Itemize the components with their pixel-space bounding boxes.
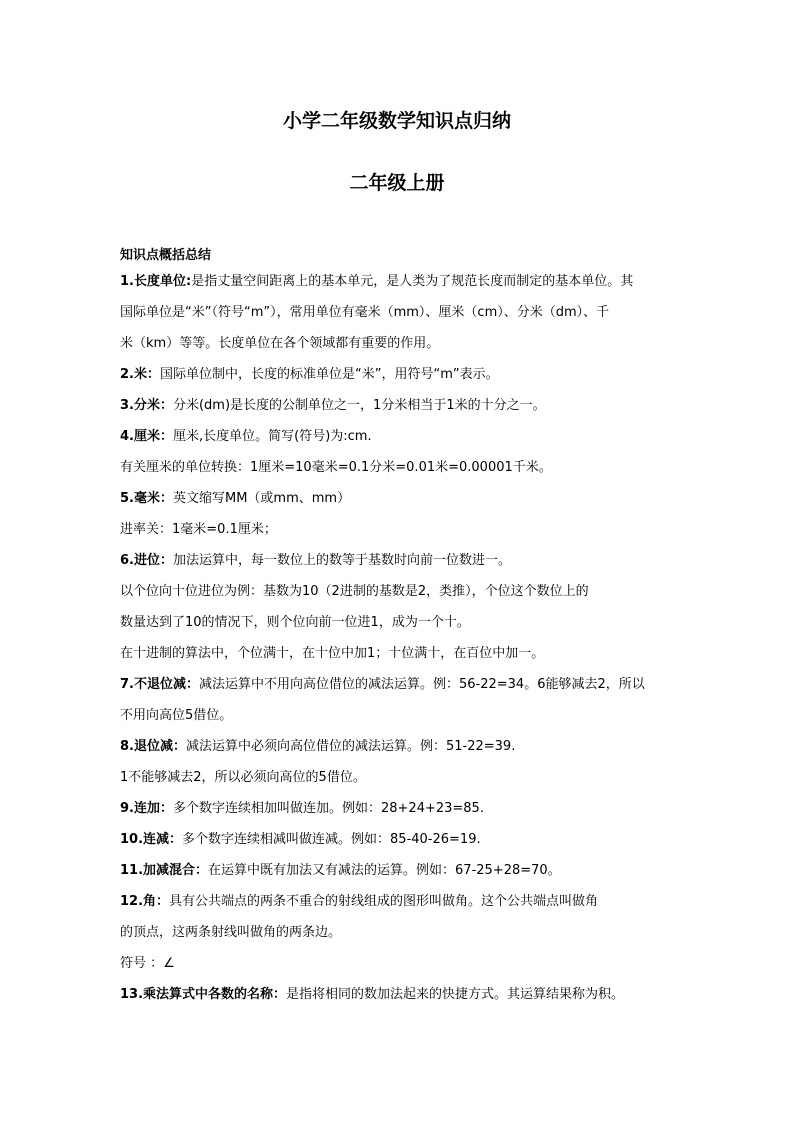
line-text: 国际单位是“米”（符号“m”），常用单位有毫米（mm）、厘米（cm）、分米（dm）、千	[120, 305, 610, 320]
line-text: 在十进制的算法中，个位满十，在十位中加1；十位满十，在百位中加一。	[120, 646, 545, 661]
text-line	[120, 738, 680, 756]
term-label: 7.不退位减：	[120, 677, 199, 692]
line-text: 是指将相同的数加法起来的快捷方式。其运算结果称为积。	[286, 987, 625, 1002]
line-text: 加法运算中，每一数位上的数等于基数时向前一位数进一。	[172, 553, 511, 568]
section-heading: 知识点概括总结	[120, 248, 212, 263]
text-line	[120, 428, 680, 446]
line-text: 米（km）等等。长度单位在各个领域都有重要的作用。	[120, 336, 440, 351]
text-line	[120, 304, 680, 322]
line-text: 国际单位制中，长度的标准单位是“米”，用符号“m”表示。	[159, 367, 499, 382]
line-text: 具有公共端点的两条不重合的射线组成的图形叫做角。这个公共端点叫做角	[169, 894, 599, 909]
text-line	[120, 552, 680, 570]
text-line	[120, 490, 680, 508]
line-text: 多个数字连续相加叫做连加。例如：28+24+23=85.	[172, 801, 484, 816]
text-line	[120, 397, 680, 415]
text-line	[120, 707, 680, 725]
term-label: 10.连减：	[120, 832, 183, 847]
text-line	[120, 986, 680, 1004]
text-line	[120, 676, 680, 694]
document-title: 小学二年级数学知识点归纳	[282, 110, 511, 132]
text-line	[120, 893, 680, 911]
line-text: 是指丈量空间距离上的基本单元，是人类为了规范长度而制定的基本单位。其	[191, 274, 634, 289]
text-line	[120, 366, 680, 384]
line-text: 以个位向十位进位为例：基数为10（2进制的基数是2，类推），个位这个数位上的	[120, 584, 589, 599]
term-label: 12.角：	[120, 894, 170, 909]
line-text: 英文缩写MM（或mm、mm）	[172, 491, 351, 506]
term-label: 9.连加：	[120, 801, 173, 816]
line-text: 减法运算中必须向高位借位的减法运算。例：51-22=39.	[185, 739, 516, 754]
line-text: 1不能够减去2，所以必须向高位的5借位。	[120, 770, 366, 785]
line-text: 符号 ：∠	[120, 956, 175, 971]
line-text: 多个数字连续相减叫做连减。例如：85-40-26=19.	[182, 832, 481, 847]
line-text: 数量达到了10的情况下，则个位向前一位进1，成为一个十。	[120, 615, 470, 630]
line-text: 减法运算中不用向高位借位的减法运算。例：56-22=34。6能够减去2，所以	[198, 677, 645, 692]
text-line	[120, 459, 680, 477]
term-label: 4.厘米：	[120, 429, 173, 444]
document-subtitle: 二年级上册	[349, 172, 445, 194]
term-label: 3.分米：	[120, 398, 173, 413]
text-line	[120, 769, 680, 787]
text-line	[120, 614, 680, 632]
term-label: 8.退位减：	[120, 739, 186, 754]
text-line	[120, 955, 680, 973]
text-line	[120, 831, 680, 849]
text-line	[120, 862, 680, 880]
text-line	[120, 645, 680, 663]
text-line	[120, 800, 680, 818]
line-text: 分米(dm)是长度的公制单位之一，1分米相当于1米的十分之一。	[172, 398, 546, 413]
text-line	[120, 521, 680, 539]
term-label: 1.长度单位:	[120, 274, 192, 289]
text-line	[120, 273, 680, 291]
term-label: 5.毫米：	[120, 491, 173, 506]
line-text: 进率关：1毫米=0.1厘米；	[120, 522, 277, 537]
text-line	[120, 583, 680, 601]
text-line	[120, 335, 680, 353]
line-text: 不用向高位5借位。	[120, 708, 233, 723]
text-line	[120, 924, 680, 942]
term-label: 2.米：	[120, 367, 160, 382]
term-label: 11.加减混合：	[120, 863, 209, 878]
line-text: 厘米,长度单位。简写(符号)为:cm.	[172, 429, 372, 444]
line-text: 有关厘米的单位转换：1厘米=10毫米=0.1分米=0.01米=0.00001千米。	[120, 460, 552, 475]
term-label: 13.乘法算式中各数的名称：	[120, 987, 287, 1002]
term-label: 6.进位：	[120, 553, 173, 568]
line-text: 的顶点，这两条射线叫做角的两条边。	[120, 925, 342, 940]
line-text: 在运算中既有加法又有减法的运算。例如：67-25+28=70。	[208, 863, 561, 878]
